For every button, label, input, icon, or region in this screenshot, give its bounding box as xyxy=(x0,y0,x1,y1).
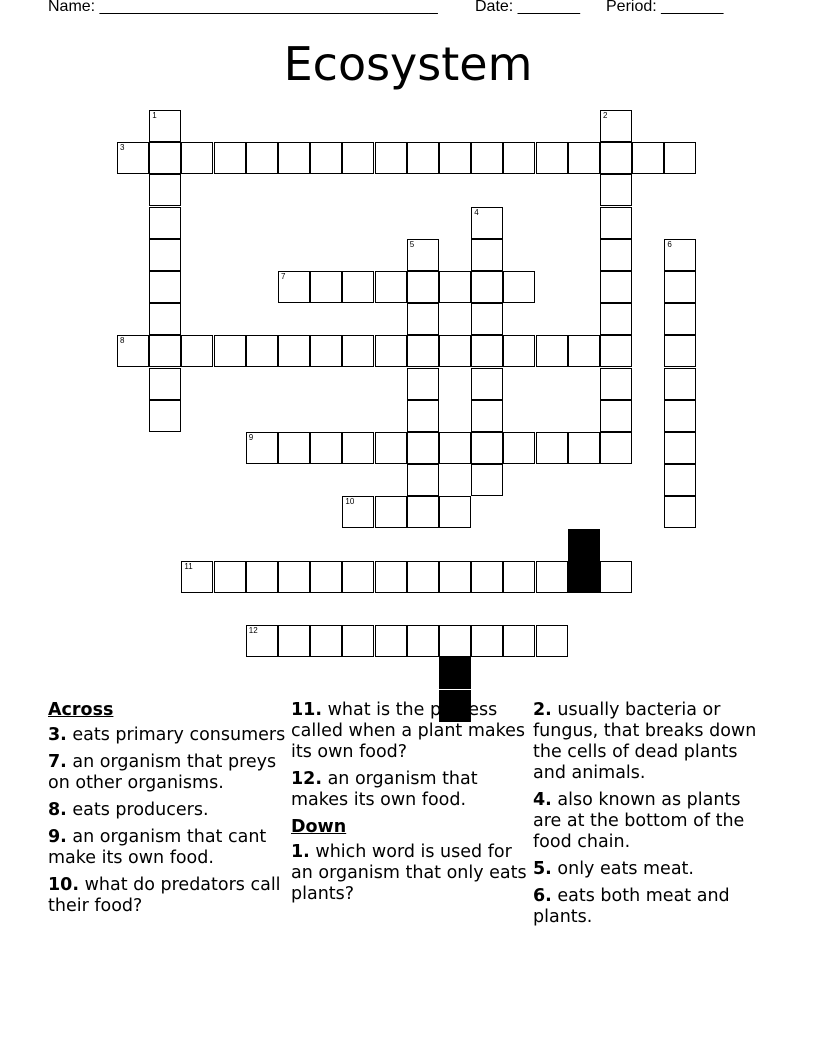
clue-number: 4. xyxy=(533,790,552,810)
crossword-cell[interactable] xyxy=(214,335,246,367)
crossword-cell[interactable] xyxy=(342,496,374,528)
crossword-cell[interactable] xyxy=(278,625,310,657)
crossword-cell[interactable] xyxy=(503,561,535,593)
crossword-cell[interactable] xyxy=(600,174,632,206)
crossword-cell[interactable] xyxy=(439,625,471,657)
clues-column-1 xyxy=(48,700,288,923)
black-cell xyxy=(568,529,600,561)
clue-item xyxy=(48,875,288,917)
crossword-cell[interactable] xyxy=(600,335,632,367)
crossword-cell[interactable] xyxy=(600,271,632,303)
crossword-cell[interactable] xyxy=(536,625,568,657)
crossword-cell[interactable] xyxy=(181,142,213,174)
crossword-cell[interactable] xyxy=(246,432,278,464)
down-clue-list xyxy=(291,842,531,905)
date-field[interactable]: Date: _______ xyxy=(475,0,580,15)
crossword-cell[interactable] xyxy=(600,400,632,432)
crossword-cell[interactable] xyxy=(664,239,696,271)
crossword-cell[interactable] xyxy=(600,561,632,593)
crossword-cell[interactable] xyxy=(149,400,181,432)
clue-text: eats both meat and plants. xyxy=(533,886,730,927)
clue-number: 8 xyxy=(120,336,125,346)
clue-item xyxy=(533,859,773,880)
clue-text: also known as plants are at the bottom of the food chain. xyxy=(533,790,745,852)
clue-number: 2. xyxy=(533,700,552,720)
clue-text: only eats meat. xyxy=(551,859,694,879)
crossword-cell[interactable] xyxy=(149,207,181,239)
crossword-cell[interactable] xyxy=(407,271,439,303)
crossword-cell[interactable] xyxy=(536,335,568,367)
crossword-cell[interactable] xyxy=(310,271,342,303)
page-title: Ecosystem xyxy=(283,37,533,91)
clue-text: usually bacteria or fungus, that breaks down the cells of dead plants and animals. xyxy=(533,700,757,783)
crossword-cell[interactable] xyxy=(407,496,439,528)
crossword-cell[interactable] xyxy=(600,239,632,271)
crossword-cell[interactable] xyxy=(600,368,632,400)
crossword-cell[interactable] xyxy=(407,303,439,335)
crossword-cell[interactable] xyxy=(407,432,439,464)
crossword-cell[interactable] xyxy=(407,464,439,496)
clue-number: 3. xyxy=(48,725,67,745)
crossword-cell[interactable] xyxy=(407,368,439,400)
clue-number: 11. xyxy=(291,700,323,720)
period-field[interactable]: Period: _______ xyxy=(606,0,724,15)
down-heading: Down xyxy=(291,817,347,837)
clue-number: 2 xyxy=(603,111,608,120)
crossword-cell[interactable] xyxy=(664,464,696,496)
crossword-cell[interactable] xyxy=(568,335,600,367)
crossword-cell[interactable] xyxy=(278,271,310,303)
crossword-cell[interactable] xyxy=(278,561,310,593)
clue-text: what do predators call their food? xyxy=(48,875,281,916)
crossword-cell[interactable] xyxy=(278,142,310,174)
clue-item xyxy=(48,725,288,746)
crossword-cell[interactable] xyxy=(149,174,181,206)
crossword-cell[interactable] xyxy=(181,561,213,593)
clue-text: an organism that preys on other organisms. xyxy=(48,752,277,793)
crossword-cell[interactable] xyxy=(632,142,664,174)
crossword-cell[interactable] xyxy=(407,239,439,271)
crossword-cell[interactable] xyxy=(375,432,407,464)
crossword-cell[interactable] xyxy=(407,400,439,432)
crossword-cell[interactable] xyxy=(407,561,439,593)
clue-item xyxy=(48,827,288,869)
crossword-cell[interactable] xyxy=(471,335,503,367)
crossword-cell[interactable] xyxy=(117,142,149,174)
clue-number: 1. xyxy=(291,842,310,862)
crossword-cell[interactable] xyxy=(568,142,600,174)
crossword-cell[interactable] xyxy=(664,142,696,174)
crossword-cell[interactable] xyxy=(342,335,374,367)
crossword-cell[interactable] xyxy=(375,625,407,657)
crossword-cell[interactable] xyxy=(310,432,342,464)
crossword-cell[interactable] xyxy=(310,335,342,367)
clue-number: 11 xyxy=(184,561,193,571)
crossword-cell[interactable] xyxy=(600,207,632,239)
clue-number: 12 xyxy=(248,626,258,636)
clue-number: 5 xyxy=(409,239,415,249)
across-heading: Across xyxy=(48,700,114,720)
crossword-cell[interactable] xyxy=(503,142,535,174)
crossword-cell[interactable] xyxy=(471,561,503,593)
clue-item xyxy=(291,769,531,811)
crossword-cell[interactable] xyxy=(439,335,471,367)
clue-number: 7. xyxy=(48,752,67,772)
crossword-cell[interactable] xyxy=(342,625,374,657)
crossword-cell[interactable] xyxy=(503,335,535,367)
clue-item xyxy=(291,842,531,905)
clue-number: 10. xyxy=(48,875,80,895)
crossword-cell[interactable] xyxy=(471,239,503,271)
crossword-cell[interactable] xyxy=(664,271,696,303)
crossword-cell[interactable] xyxy=(503,271,535,303)
crossword-cell[interactable] xyxy=(149,142,181,174)
black-cell xyxy=(568,561,600,593)
crossword-cell[interactable] xyxy=(246,561,278,593)
crossword-cell[interactable] xyxy=(149,239,181,271)
crossword-cell[interactable] xyxy=(310,142,342,174)
crossword-cell[interactable] xyxy=(375,335,407,367)
crossword-cell[interactable] xyxy=(471,368,503,400)
crossword-cell[interactable] xyxy=(664,432,696,464)
clue-number: 7 xyxy=(281,272,286,281)
crossword-cell[interactable] xyxy=(503,625,535,657)
crossword-cell[interactable] xyxy=(471,400,503,432)
clue-item xyxy=(533,700,773,784)
clue-number: 1 xyxy=(152,111,157,120)
clue-number: 4 xyxy=(474,207,479,217)
crossword-cell[interactable] xyxy=(664,368,696,400)
crossword-cell[interactable] xyxy=(664,303,696,335)
crossword-cell[interactable] xyxy=(536,561,568,593)
crossword-cell[interactable] xyxy=(117,335,149,367)
crossword-cell[interactable] xyxy=(278,432,310,464)
crossword-cell[interactable] xyxy=(375,496,407,528)
crossword-cell[interactable] xyxy=(149,271,181,303)
crossword-cell[interactable] xyxy=(149,368,181,400)
clue-item xyxy=(533,886,773,928)
crossword-cell[interactable] xyxy=(407,625,439,657)
crossword-cell[interactable] xyxy=(439,561,471,593)
crossword-cell[interactable] xyxy=(149,303,181,335)
crossword-cell[interactable] xyxy=(600,303,632,335)
across-clue-list-continued xyxy=(291,700,531,811)
crossword-cell[interactable] xyxy=(181,335,213,367)
clue-text: an organism that makes its own food. xyxy=(291,769,478,810)
clue-text: eats primary consumers xyxy=(66,725,286,745)
crossword-cell[interactable] xyxy=(664,496,696,528)
crossword-cell[interactable] xyxy=(310,625,342,657)
crossword-cell[interactable] xyxy=(471,142,503,174)
across-clue-list xyxy=(48,725,288,917)
crossword-cell[interactable] xyxy=(471,271,503,303)
clue-item xyxy=(291,700,531,763)
clue-item xyxy=(48,800,288,821)
crossword-cell[interactable] xyxy=(471,303,503,335)
crossword-cell[interactable] xyxy=(471,464,503,496)
crossword-cell[interactable] xyxy=(246,142,278,174)
crossword-cell[interactable] xyxy=(664,400,696,432)
crossword-cell[interactable] xyxy=(600,110,632,142)
crossword-cell[interactable] xyxy=(439,142,471,174)
down-clue-list-continued xyxy=(533,700,773,928)
crossword-cell[interactable] xyxy=(214,561,246,593)
clues-column-2 xyxy=(291,700,531,911)
crossword-cell[interactable] xyxy=(375,561,407,593)
clue-number: 12. xyxy=(291,769,323,789)
crossword-cell[interactable] xyxy=(342,271,374,303)
crossword-cell[interactable] xyxy=(246,625,278,657)
clue-number: 9 xyxy=(248,433,254,442)
crossword-cell[interactable] xyxy=(342,561,374,593)
clue-number: 10 xyxy=(345,497,355,507)
crossword-cell[interactable] xyxy=(375,142,407,174)
clue-item xyxy=(533,790,773,853)
crossword-cell[interactable] xyxy=(503,432,535,464)
crossword-cell[interactable] xyxy=(439,496,471,528)
crossword-cell[interactable] xyxy=(407,142,439,174)
crossword-cell[interactable] xyxy=(568,432,600,464)
clue-text: eats producers. xyxy=(66,800,209,820)
crossword-cell[interactable] xyxy=(342,142,374,174)
crossword-cell[interactable] xyxy=(600,142,632,174)
crossword-cell[interactable] xyxy=(536,432,568,464)
clue-text: an organism that cant make its own food. xyxy=(48,827,267,868)
clue-item xyxy=(48,752,288,794)
crossword-cell[interactable] xyxy=(149,110,181,142)
black-cell xyxy=(439,657,471,689)
clue-number: 6. xyxy=(533,886,552,906)
clue-number: 6 xyxy=(667,239,672,249)
crossword-cell[interactable] xyxy=(471,625,503,657)
clue-number: 5. xyxy=(533,859,552,879)
crossword-cell[interactable] xyxy=(536,142,568,174)
clue-number: 9. xyxy=(48,827,67,847)
clue-text: what is the process called when a plant makes its own food? xyxy=(291,700,525,762)
crossword-cell[interactable] xyxy=(342,432,374,464)
crossword-cell[interactable] xyxy=(278,335,310,367)
crossword-cell[interactable] xyxy=(664,335,696,367)
clue-number: 3 xyxy=(120,143,125,153)
crossword-cell[interactable] xyxy=(246,335,278,367)
clue-number: 8. xyxy=(48,800,67,820)
crossword-cell[interactable] xyxy=(600,432,632,464)
crossword-cell[interactable] xyxy=(149,335,181,367)
clue-text: which word is used for an organism that only eats plants? xyxy=(291,842,527,904)
crossword-cell[interactable] xyxy=(375,271,407,303)
crossword-cell[interactable] xyxy=(439,432,471,464)
clues-column-3 xyxy=(533,700,773,934)
crossword-cell[interactable] xyxy=(407,335,439,367)
crossword-cell[interactable] xyxy=(214,142,246,174)
crossword-cell[interactable] xyxy=(471,432,503,464)
crossword-cell[interactable] xyxy=(310,561,342,593)
name-field[interactable]: Name: ______________________________________ xyxy=(48,0,438,15)
crossword-cell[interactable] xyxy=(471,207,503,239)
crossword-cell[interactable] xyxy=(439,271,471,303)
